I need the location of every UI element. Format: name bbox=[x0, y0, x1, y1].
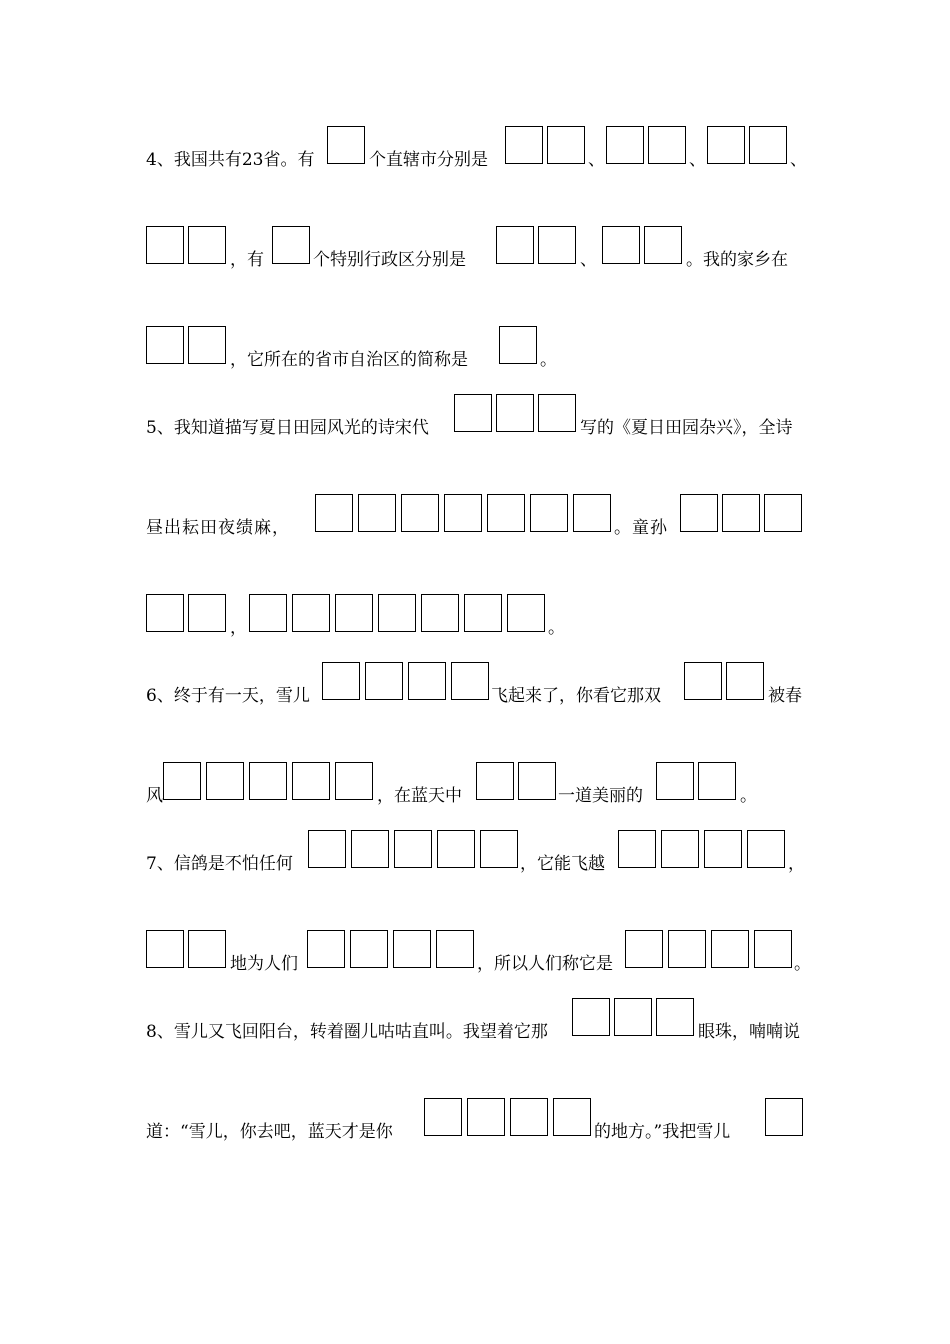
answer-box[interactable] bbox=[424, 1098, 462, 1136]
answer-box[interactable] bbox=[444, 494, 482, 532]
answer-box[interactable] bbox=[606, 126, 644, 164]
q4-line2-text-c: 。我的家乡在 bbox=[686, 250, 788, 270]
answer-box[interactable] bbox=[249, 594, 287, 632]
answer-box[interactable] bbox=[378, 594, 416, 632]
answer-box[interactable] bbox=[188, 326, 226, 364]
answer-box[interactable] bbox=[547, 126, 585, 164]
answer-box[interactable] bbox=[553, 1098, 591, 1136]
answer-box[interactable] bbox=[464, 594, 502, 632]
q4-line1-text-b: 个直辖市分别是 bbox=[369, 150, 488, 170]
answer-box[interactable] bbox=[644, 226, 682, 264]
q8-line1-text-b: 眼珠，喃喃说 bbox=[698, 1022, 800, 1042]
answer-box[interactable] bbox=[602, 226, 640, 264]
q6-line1-text-c: 被春 bbox=[768, 686, 802, 706]
answer-box[interactable] bbox=[707, 126, 745, 164]
answer-box[interactable] bbox=[437, 830, 475, 868]
answer-box[interactable] bbox=[726, 662, 764, 700]
answer-box[interactable] bbox=[614, 998, 652, 1036]
q5-line2-text-b: 。童孙 bbox=[614, 518, 668, 538]
q7-line1-text-a: 7、信鸽是不怕任何 bbox=[146, 854, 293, 874]
answer-box[interactable] bbox=[648, 126, 686, 164]
answer-box[interactable] bbox=[476, 762, 514, 800]
answer-box[interactable] bbox=[765, 1098, 803, 1136]
answer-box[interactable] bbox=[496, 226, 534, 264]
answer-box[interactable] bbox=[146, 594, 184, 632]
q6-line2-text-a: 风 bbox=[146, 786, 163, 806]
answer-box[interactable] bbox=[749, 126, 787, 164]
answer-box[interactable] bbox=[322, 662, 360, 700]
q8-line1-text-a: 8、雪儿又飞回阳台，转着圈儿咕咕直叫。我望着它那 bbox=[146, 1022, 548, 1042]
answer-box[interactable] bbox=[315, 494, 353, 532]
answer-box[interactable] bbox=[538, 394, 576, 432]
answer-box[interactable] bbox=[188, 226, 226, 264]
q4-line2-text-a: ，有 bbox=[230, 250, 264, 270]
q5-line2-text-a: 昼出耘田夜绩麻， bbox=[146, 518, 290, 538]
q4-line3-text-a: ，它所在的省市自治区的简称是 bbox=[230, 350, 468, 370]
answer-box[interactable] bbox=[163, 762, 201, 800]
separator: 、 bbox=[580, 250, 597, 270]
q4-line3-text-b: 。 bbox=[540, 350, 557, 370]
q5-line3-text-a: ， bbox=[230, 618, 247, 638]
answer-box[interactable] bbox=[467, 1098, 505, 1136]
answer-box[interactable] bbox=[272, 226, 310, 264]
answer-box[interactable] bbox=[764, 494, 802, 532]
answer-box[interactable] bbox=[408, 662, 446, 700]
q7-line1-text-c: ， bbox=[788, 854, 805, 874]
answer-box[interactable] bbox=[572, 998, 610, 1036]
answer-box[interactable] bbox=[510, 1098, 548, 1136]
answer-box[interactable] bbox=[188, 930, 226, 968]
answer-box[interactable] bbox=[496, 394, 534, 432]
answer-box[interactable] bbox=[530, 494, 568, 532]
q6-line2-text-b: ，在蓝天中 bbox=[377, 786, 462, 806]
q5-line1-text-a: 5、我知道描写夏日田园风光的诗宋代 bbox=[146, 418, 429, 438]
separator: 、 bbox=[588, 150, 605, 170]
answer-box[interactable] bbox=[451, 662, 489, 700]
answer-box[interactable] bbox=[747, 830, 785, 868]
answer-box[interactable] bbox=[722, 494, 760, 532]
q6-line2-text-c: 一道美丽的 bbox=[558, 786, 643, 806]
answer-box[interactable] bbox=[188, 594, 226, 632]
answer-box[interactable] bbox=[684, 662, 722, 700]
answer-box[interactable] bbox=[206, 762, 244, 800]
answer-box[interactable] bbox=[711, 930, 749, 968]
answer-box[interactable] bbox=[436, 930, 474, 968]
answer-box[interactable] bbox=[292, 762, 330, 800]
answer-box[interactable] bbox=[327, 126, 365, 164]
q8-line2-text-b: 的地方。”我把雪儿 bbox=[594, 1122, 731, 1142]
q5-line1-text-b: 写的《夏日田园杂兴》，全诗 bbox=[580, 418, 793, 438]
answer-box[interactable] bbox=[661, 830, 699, 868]
answer-box[interactable] bbox=[507, 594, 545, 632]
answer-box[interactable] bbox=[656, 762, 694, 800]
answer-box[interactable] bbox=[618, 830, 656, 868]
answer-box[interactable] bbox=[146, 326, 184, 364]
answer-box[interactable] bbox=[518, 762, 556, 800]
answer-box[interactable] bbox=[656, 998, 694, 1036]
q6-line1-text-a: 6、终于有一天，雪儿 bbox=[146, 686, 310, 706]
answer-box[interactable] bbox=[394, 830, 432, 868]
q6-line2-text-d: 。 bbox=[740, 786, 757, 806]
answer-box[interactable] bbox=[292, 594, 330, 632]
answer-box[interactable] bbox=[487, 494, 525, 532]
answer-box[interactable] bbox=[146, 930, 184, 968]
q4-line1-text-a: 4、我国共有23省。有 bbox=[146, 150, 315, 170]
answer-box[interactable] bbox=[704, 830, 742, 868]
answer-box[interactable] bbox=[351, 830, 389, 868]
q7-line1-text-b: ，它能飞越 bbox=[520, 854, 605, 874]
answer-box[interactable] bbox=[335, 762, 373, 800]
answer-box[interactable] bbox=[307, 930, 345, 968]
q4-line2-text-b: 个特别行政区分别是 bbox=[313, 250, 466, 270]
answer-box[interactable] bbox=[505, 126, 543, 164]
q5-line3-text-b: 。 bbox=[548, 618, 565, 638]
answer-box[interactable] bbox=[393, 930, 431, 968]
answer-box[interactable] bbox=[454, 394, 492, 432]
q7-line2-text-a: 地为人们 bbox=[230, 954, 298, 974]
answer-box[interactable] bbox=[249, 762, 287, 800]
answer-box[interactable] bbox=[754, 930, 792, 968]
answer-box[interactable] bbox=[480, 830, 518, 868]
answer-box[interactable] bbox=[680, 494, 718, 532]
answer-box[interactable] bbox=[365, 662, 403, 700]
answer-box[interactable] bbox=[401, 494, 439, 532]
answer-box[interactable] bbox=[698, 762, 736, 800]
answer-box[interactable] bbox=[499, 326, 537, 364]
answer-box[interactable] bbox=[538, 226, 576, 264]
answer-box[interactable] bbox=[668, 930, 706, 968]
answer-box[interactable] bbox=[421, 594, 459, 632]
q7-line2-text-c: 。 bbox=[794, 954, 811, 974]
separator: 、 bbox=[689, 150, 706, 170]
q6-line1-text-b: 飞起来了，你看它那双 bbox=[491, 686, 661, 706]
answer-box[interactable] bbox=[625, 930, 663, 968]
answer-box[interactable] bbox=[308, 830, 346, 868]
answer-box[interactable] bbox=[358, 494, 396, 532]
answer-box[interactable] bbox=[573, 494, 611, 532]
q8-line2-text-a: 道：“雪儿，你去吧，蓝天才是你 bbox=[146, 1122, 393, 1142]
q7-line2-text-b: ，所以人们称它是 bbox=[477, 954, 613, 974]
answer-box[interactable] bbox=[350, 930, 388, 968]
answer-box[interactable] bbox=[146, 226, 184, 264]
answer-box[interactable] bbox=[335, 594, 373, 632]
separator: 、 bbox=[790, 150, 807, 170]
